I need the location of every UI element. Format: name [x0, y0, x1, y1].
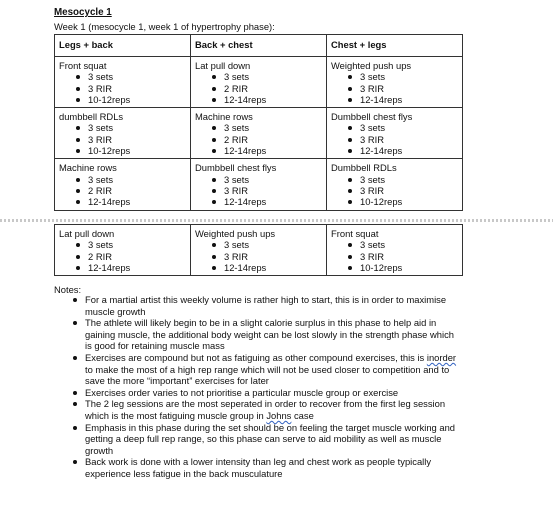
note-item: [54, 398, 462, 421]
exercise-detail-item: 12-14reps: [347, 94, 458, 105]
exercise-detail-item: 3 RIR: [75, 83, 186, 94]
exercise-name: Dumbbell RDLs: [331, 162, 397, 174]
exercise-name: Lat pull down: [195, 60, 251, 71]
table-row: [55, 225, 463, 276]
exercise-detail-item: 3 sets: [75, 239, 186, 250]
document-subheading: Week 1 (mesocycle 1, week 1 of hypertrophy phase):: [54, 21, 275, 32]
exercise-detail-item: 12-14reps: [75, 196, 186, 207]
table-header-row: [55, 35, 463, 57]
exercise-name: Weighted push ups: [331, 60, 412, 71]
exercise-detail-item: 3 sets: [347, 174, 458, 185]
exercise-cell: [327, 108, 463, 159]
exercise-cell: [55, 159, 191, 210]
exercise-detail-item: 3 sets: [75, 174, 186, 185]
table-row: [55, 57, 463, 108]
exercise-detail-item: 3 sets: [211, 122, 322, 133]
exercise-name: Weighted push ups: [195, 228, 276, 239]
note-item: Emphasis in this phase during the set should be on feeling the target muscle working and getting a deep full rep range, so this phase can serve to aid mobility as well as muscle growth: [54, 422, 462, 457]
exercise-detail-item: 12-14reps: [211, 94, 322, 105]
page-break: [0, 219, 553, 222]
exercise-cell: [327, 159, 463, 210]
exercise-name: Lat pull down: [59, 228, 115, 239]
exercise-detail-item: 2 RIR: [211, 134, 322, 145]
note-item: Back work is done with a lower intensity than leg and chest work as people typically experience less fatigue in the back musculature: [54, 456, 462, 479]
exercise-name: Dumbbell chest flys: [195, 162, 277, 174]
exercise-details: [195, 71, 322, 105]
exercise-detail-item: 10-12reps: [347, 196, 458, 207]
exercise-cell: [327, 225, 463, 276]
exercise-cell: [55, 108, 191, 159]
exercise-detail-item: 2 RIR: [75, 185, 186, 196]
table-row: [55, 108, 463, 159]
exercise-detail-item: 10-12reps: [75, 145, 186, 156]
header-cell: Back + chest: [191, 35, 327, 57]
exercise-detail-item: 12-14reps: [211, 196, 322, 207]
notes-label: Notes:: [54, 284, 82, 295]
spelling-flagged-word: inorder: [426, 351, 457, 363]
exercise-detail-item: 3 sets: [347, 122, 458, 133]
exercise-details: [195, 174, 322, 208]
exercise-cell: [55, 225, 191, 276]
note-item: For a martial artist this weekly volume is rather high to start, this is in order to maximise muscle growth: [54, 294, 462, 317]
exercise-detail-item: 3 RIR: [347, 251, 458, 262]
exercise-cell: [327, 57, 463, 108]
exercise-detail-item: 3 RIR: [347, 134, 458, 145]
exercise-detail-item: 12-14reps: [211, 145, 322, 156]
notes-list: [54, 294, 462, 480]
exercise-detail-item: 12-14reps: [347, 145, 458, 156]
exercise-details: [59, 174, 186, 208]
exercise-name: Front squat: [331, 228, 379, 239]
exercise-details: [331, 122, 458, 156]
exercise-detail-item: 12-14reps: [211, 262, 322, 273]
exercise-cell: [191, 108, 327, 159]
exercise-detail-item: 3 sets: [347, 71, 458, 82]
note-item: The athlete will likely begin to be in a slight calorie surplus in this phase to help aid in gaining muscle, the additional body weight can be lost slowly in the strength phase which is good for retaining muscle mass: [54, 317, 462, 352]
exercise-details: [331, 239, 458, 273]
exercise-cell: [191, 159, 327, 210]
exercise-name: Dumbbell chest flys: [331, 111, 413, 123]
note-text: case: [291, 409, 314, 421]
exercise-detail-item: 2 RIR: [211, 83, 322, 94]
exercise-detail-item: 3 RIR: [347, 83, 458, 94]
exercise-cell: [191, 57, 327, 108]
mesocycle-table-top: [54, 34, 463, 211]
note-text: to make the most of a high rep range which will not be used closer to competition and to save the more “important” exercises for later: [85, 363, 450, 387]
exercise-details: [331, 71, 458, 105]
exercise-detail-item: 3 sets: [347, 239, 458, 250]
document-heading: Mesocycle 1: [54, 7, 112, 18]
exercise-details: [331, 174, 458, 208]
exercise-details: [59, 122, 186, 156]
note-text: The 2 leg sessions are the most seperated in order to recover from the first leg session which is the most fatiguing muscle group in: [85, 398, 446, 421]
mesocycle-table-bottom: [54, 224, 463, 276]
exercise-detail-item: 12-14reps: [75, 262, 186, 273]
exercise-name: Machine rows: [195, 111, 253, 123]
exercise-detail-item: 10-12reps: [347, 262, 458, 273]
exercise-detail-item: 3 sets: [211, 239, 322, 250]
exercise-details: [59, 71, 186, 105]
exercise-detail-item: 3 RIR: [75, 134, 186, 145]
exercise-detail-item: 3 RIR: [347, 185, 458, 196]
exercise-detail-item: 3 RIR: [211, 251, 322, 262]
note-text: Exercises are compound but not as fatiguing as other compound exercises, this is: [85, 351, 427, 363]
header-cell: Chest + legs: [327, 35, 463, 57]
exercise-cell: [55, 57, 191, 108]
exercise-details: [195, 239, 322, 273]
note-item: [54, 352, 462, 387]
exercise-detail-item: 3 RIR: [211, 185, 322, 196]
exercise-detail-item: 10-12reps: [75, 94, 186, 105]
exercise-name: Machine rows: [59, 162, 117, 174]
exercise-name: Front squat: [59, 60, 107, 71]
spelling-flagged-word: Johns: [266, 409, 292, 421]
exercise-cell: [191, 225, 327, 276]
exercise-detail-item: 3 sets: [75, 122, 186, 133]
header-cell: Legs + back: [55, 35, 191, 57]
exercise-details: [59, 239, 186, 273]
exercise-detail-item: 3 sets: [75, 71, 186, 82]
exercise-detail-item: 3 sets: [211, 174, 322, 185]
exercise-detail-item: 2 RIR: [75, 251, 186, 262]
exercise-name: dumbbell RDLs: [59, 111, 124, 123]
exercise-details: [195, 122, 322, 156]
exercise-detail-item: 3 sets: [211, 71, 322, 82]
note-item: Exercises order varies to not prioritise a particular muscle group or exercise: [54, 387, 462, 399]
table-row: [55, 159, 463, 210]
